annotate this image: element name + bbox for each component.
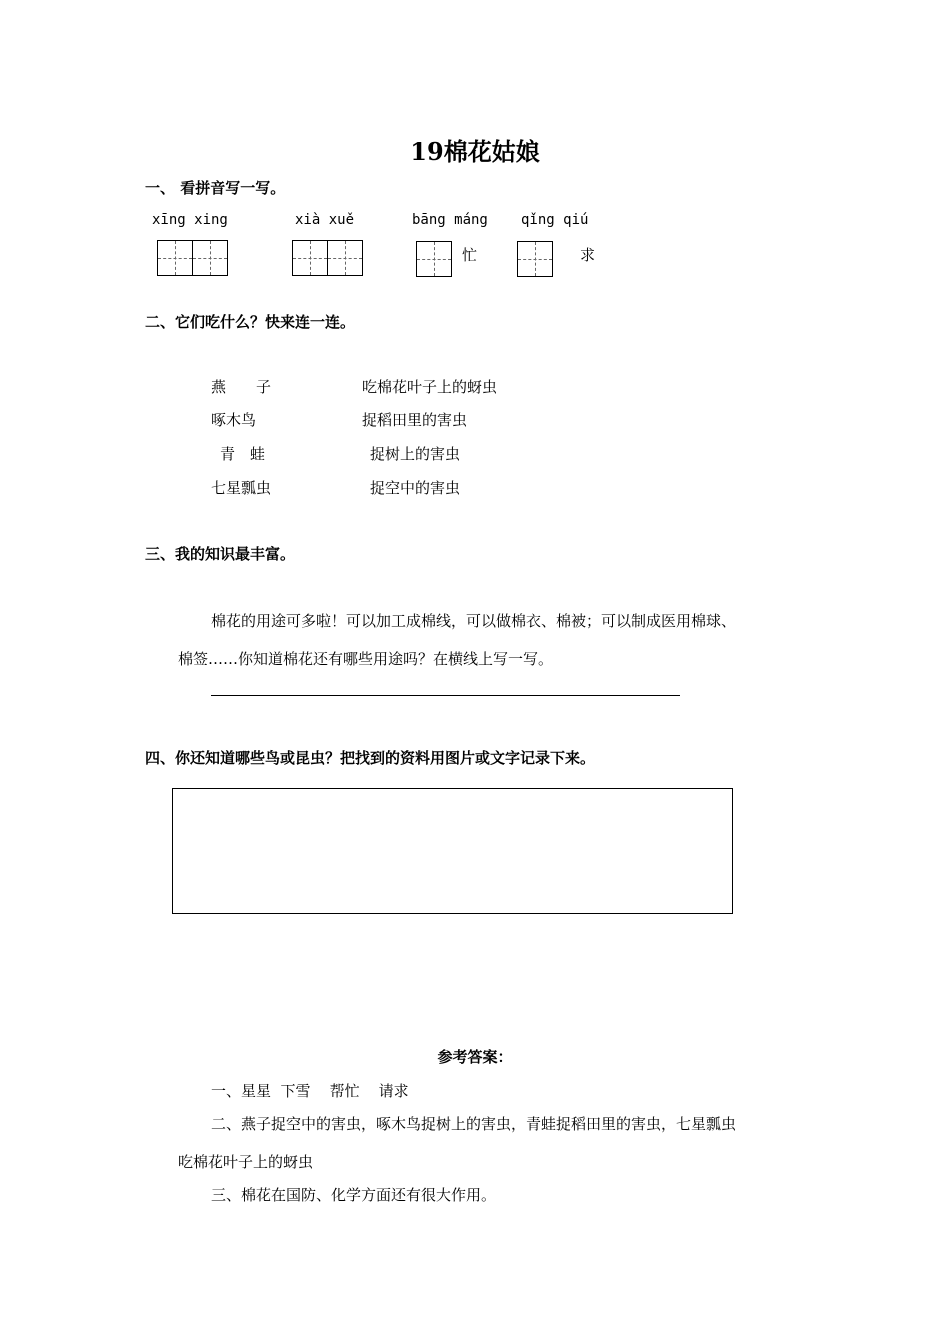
given-char-4: 求 — [580, 246, 596, 264]
writing-grid-1[interactable] — [157, 240, 227, 276]
pinyin-2: xià xuě — [295, 212, 355, 228]
grid-cell[interactable] — [416, 241, 452, 277]
writing-grid-3[interactable] — [416, 241, 451, 277]
grid-cell[interactable] — [192, 240, 228, 276]
match-left-item[interactable]: 啄木鸟 — [211, 411, 257, 429]
match-right-item[interactable]: 吃棉花叶子上的蚜虫 — [362, 378, 498, 396]
section2-heading: 二、它们吃什么？快来连一连。 — [145, 313, 356, 331]
answer-write-line[interactable] — [211, 695, 680, 696]
section4-heading: 四、你还知道哪些鸟或昆虫？把找到的资料用图片或文字记录下来。 — [145, 749, 596, 767]
answer-3: 三、棉花在国防、化学方面还有很大作用。 — [211, 1186, 497, 1204]
section1-heading: 一、 看拼音写一写。 — [145, 179, 286, 197]
match-right-item[interactable]: 捉稻田里的害虫 — [362, 411, 468, 429]
record-box[interactable] — [172, 788, 733, 914]
section3-heading: 三、我的知识最丰富。 — [145, 545, 296, 563]
pinyin-3: bāng máng — [412, 212, 488, 228]
answers-heading: 参考答案： — [437, 1048, 513, 1066]
match-right-item[interactable]: 捉树上的害虫 — [370, 445, 461, 463]
answer-2-line2: 吃棉花叶子上的蚜虫 — [178, 1153, 314, 1171]
answer-2-line1: 二、燕子捉空中的害虫，啄木鸟捉树上的害虫，青蛙捉稻田里的害虫，七星瓢虫 — [211, 1115, 737, 1133]
section3-paragraph-line1: 棉花的用途可多啦！可以加工成棉线，可以做棉衣、棉被；可以制成医用棉球、 — [211, 612, 737, 630]
section3-paragraph-line2: 棉签……你知道棉花还有哪些用途吗？在横线上写一写。 — [178, 650, 554, 668]
grid-cell[interactable] — [517, 241, 553, 277]
page-title: 19棉花姑娘 — [410, 137, 540, 166]
match-left-item[interactable]: 青 蛙 — [220, 445, 266, 463]
pinyin-4: qǐng qiú — [521, 212, 589, 228]
writing-grid-2[interactable] — [292, 240, 362, 276]
given-char-3: 忙 — [462, 246, 478, 264]
grid-cell[interactable] — [157, 240, 193, 276]
answer-1: 一、星星 下雪 帮忙 请求 — [211, 1082, 409, 1100]
match-left-item[interactable]: 燕 子 — [211, 378, 272, 396]
grid-cell[interactable] — [292, 240, 328, 276]
match-right-item[interactable]: 捉空中的害虫 — [370, 479, 461, 497]
writing-grid-4[interactable] — [517, 241, 552, 277]
match-left-item[interactable]: 七星瓢虫 — [211, 479, 272, 497]
grid-cell[interactable] — [327, 240, 363, 276]
pinyin-1: xīng xing — [152, 212, 228, 228]
